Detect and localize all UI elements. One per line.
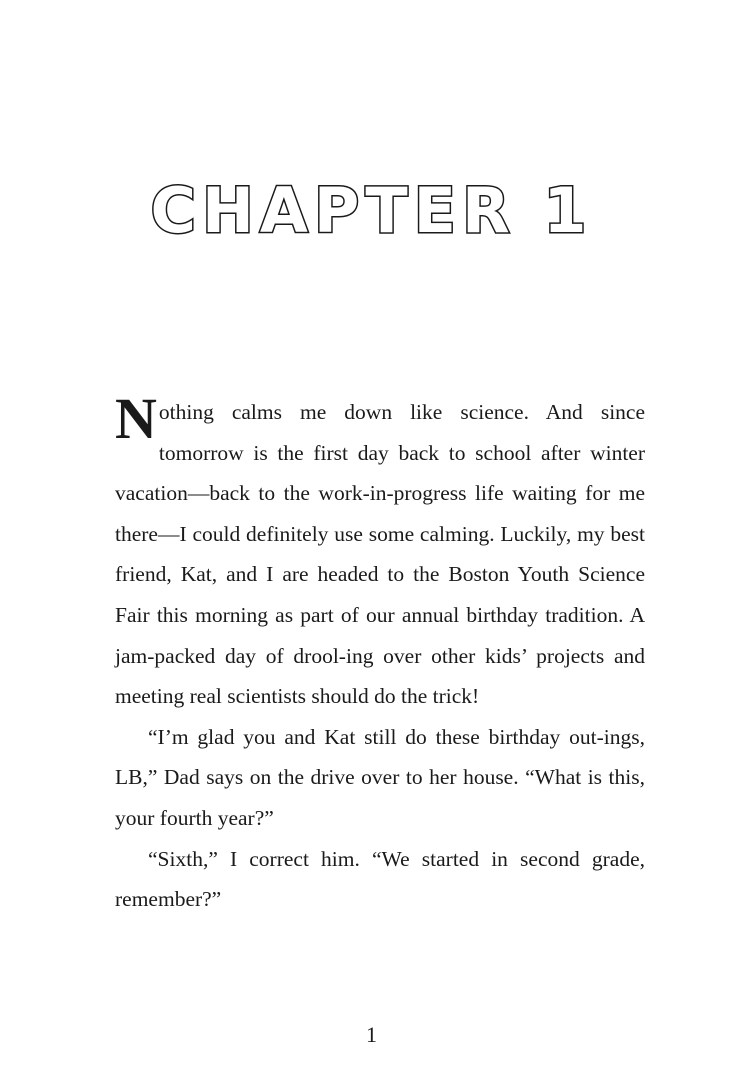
paragraph-1-text: othing calms me down like science. And since tomorrow is the first day back to school after winter vacation—back to the work-in-progress life waiting for me there—I could definitely use some calming. Luckily, my best friend, Kat, and I are headed to the Boston Youth Science Fair this morning as part of our annual birthday tradition. A jam-packed day of drool-ing over other kids’ projects and meeting real scientists should do the trick! xyxy=(115,400,645,709)
chapter-title: CHAPTER 1 xyxy=(150,174,593,247)
paragraph-1 xyxy=(115,386,645,717)
drop-cap: N xyxy=(115,386,157,451)
paragraph-3: “Sixth,” I correct him. “We started in second grade, remember?” xyxy=(115,846,645,912)
paragraph-2: “I’m glad you and Kat still do these birthday out-ings, LB,” Dad says on the drive over to her house. “What is this, your fourth year?” xyxy=(115,724,645,830)
chapter-body xyxy=(115,386,645,920)
page-number: 1 xyxy=(366,1022,377,1047)
